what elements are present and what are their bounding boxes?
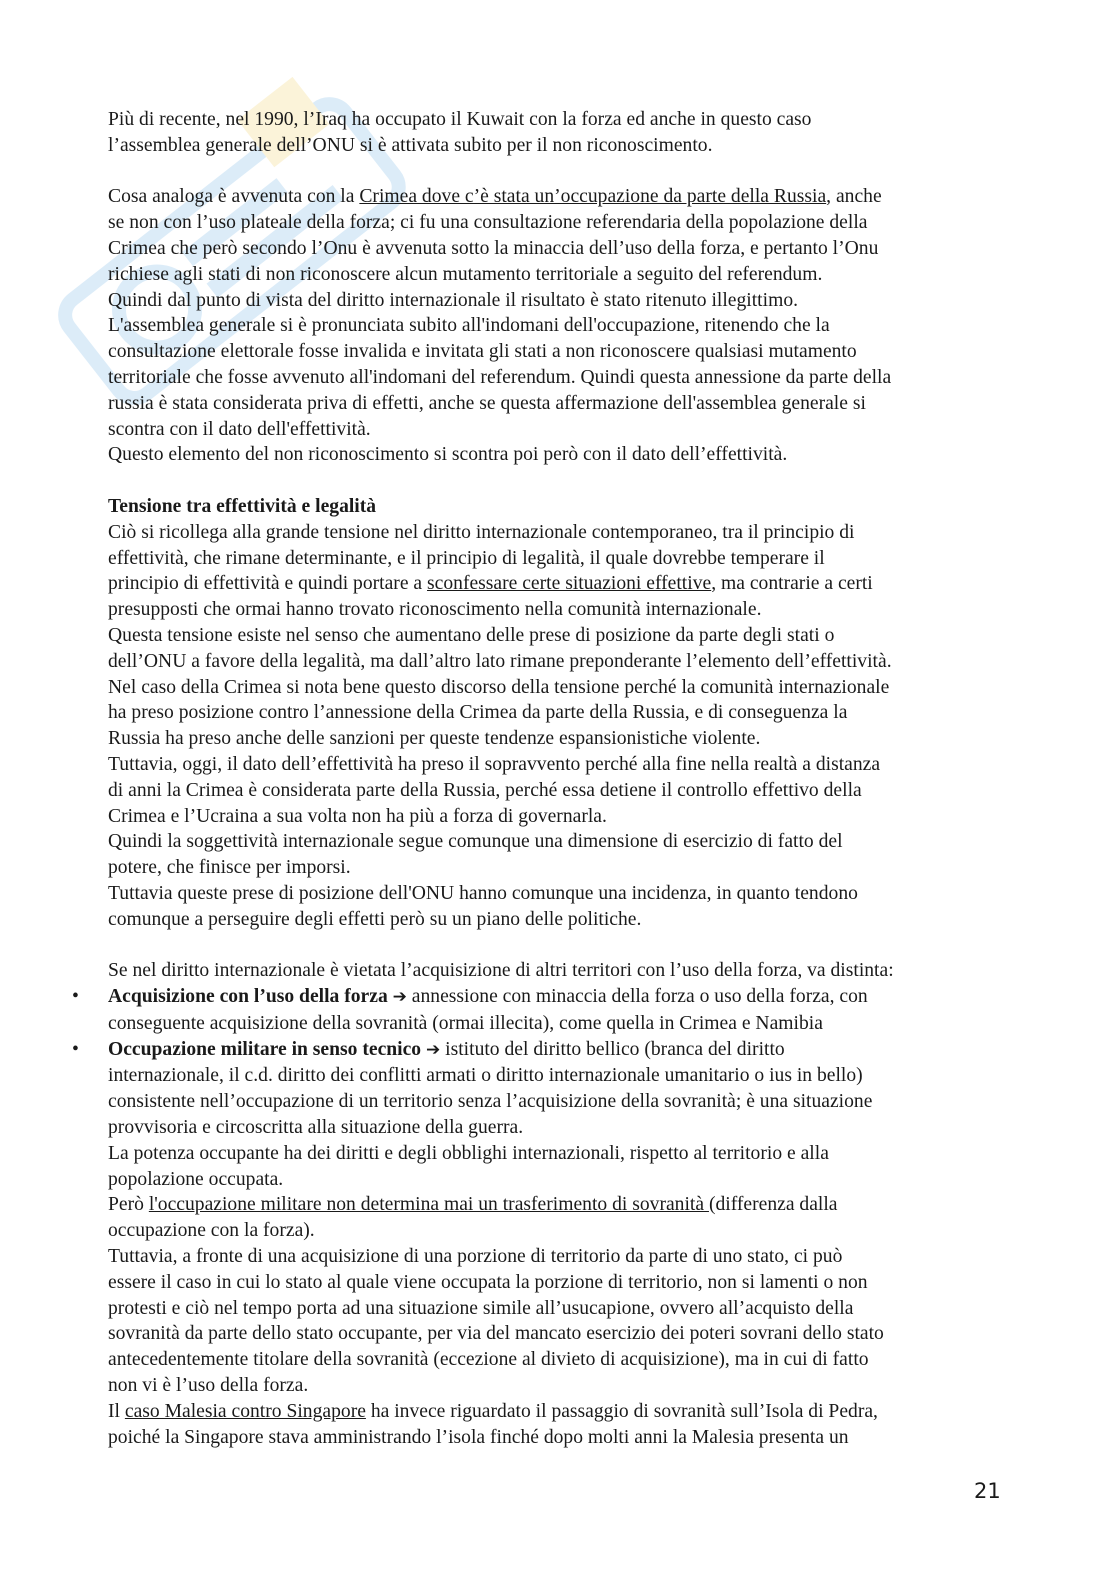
text-line: Russia ha preso anche delle sanzioni per queste tendenze espansionistiche violente.: [108, 728, 761, 750]
text-line: Tuttavia, oggi, il dato dell’effettività ha preso il sopravvento perché alla fine nella realtà a distanza: [108, 753, 881, 775]
text-line: Quindi la soggettività internazionale segue comunque una dimensione di esercizio di fatto del: [108, 831, 843, 853]
text-line: scontra con il dato dell'effettività.: [108, 418, 371, 440]
text-line: potere, che finisce per imporsi.: [108, 857, 351, 879]
bullet-icon: •: [72, 1038, 79, 1060]
document-body: [72, 107, 1008, 1450]
text-line: protesti e ciò nel tempo porta ad una situazione simile all’usucapione, ovvero all’acquisto della: [108, 1297, 854, 1319]
text-line: essere il caso in cui lo stato al quale viene occupata la porzione di territorio, non si lamenti o non: [108, 1271, 868, 1293]
text-line: richiese agli stati di non riconoscere alcun mutamento territoriale a seguito del referendum.: [108, 263, 823, 285]
text-line: internazionale, il c.d. diritto dei conflitti armati o diritto internazionale umanitario o ius in bello): [108, 1065, 863, 1087]
section-heading: Tensione tra effettività e legalità: [108, 495, 377, 517]
text-line: Crimea che però secondo l’Onu è avvenuta sotto la minaccia dell’uso della forza, e pertanto l’Onu: [108, 237, 879, 259]
underlined-phrase-crimea: Crimea dove c’è stata un’occupazione da parte della Russia: [359, 186, 827, 208]
text-line: conseguente acquisizione della sovranità (ormai illecita), come quella in Crimea e Namibia: [108, 1012, 823, 1034]
arrow-right-icon: ➔: [426, 1039, 441, 1060]
text-line: Più di recente, nel 1990, l’Iraq ha occupato il Kuwait con la forza ed anche in questo caso: [108, 109, 812, 130]
text-line: L'assemblea generale si è pronunciata subito all'indomani dell'occupazione, ritenendo che la: [108, 315, 830, 337]
text-line: La potenza occupante ha dei diritti e degli obblighi internazionali, rispetto al territorio e alla: [108, 1142, 829, 1164]
text-line: antecedentemente titolare della sovranità (eccezione al divieto di acquisizione), ma in cui di fatto: [108, 1349, 869, 1371]
text-line: Tuttavia, a fronte di una acquisizione di una porzione di territorio da parte di uno stato, ci può: [108, 1246, 843, 1268]
text-line: sovranità da parte dello stato occupante, per via del mancato esercizio dei poteri sovrani dello stato: [108, 1323, 884, 1345]
text-line: di anni la Crimea è considerata parte della Russia, perché essa detiene il controllo effettivo della: [108, 779, 862, 801]
text-line: l’assemblea generale dell’ONU si è attivata subito per il non riconoscimento.: [108, 134, 713, 156]
text-line: Se nel diritto internazionale è vietata l’acquisizione di altri territori con l’uso della forza, va distinta:: [108, 960, 894, 982]
text-line: presupposti che ormai hanno trovato riconoscimento nella comunità internazionale.: [108, 599, 762, 621]
text-line: provvisoria e circoscritta alla situazione della guerra.: [108, 1117, 524, 1139]
text-line: effettività, che rimane determinante, e il principio di legalità, il quale dovrebbe temperare il: [108, 547, 825, 569]
text-line: occupazione con la forza).: [108, 1220, 315, 1242]
text-line: consistente nell’occupazione di un territorio senza l’acquisizione della sovranità; è una situazione: [108, 1091, 873, 1113]
text-line: Però l'occupazione militare non determina mai un trasferimento di sovranità (differenza dalla: [108, 1194, 838, 1216]
text-line: dell’ONU a favore della legalità, ma dall’altro lato rimane preponderante l’elemento dell’effettività.: [108, 650, 892, 672]
text-line: poiché la Singapore stava amministrando l’isola finché dopo molti anni la Malesia presenta un: [108, 1426, 849, 1448]
underlined-phrase-case: caso Malesia contro Singapore: [124, 1400, 366, 1422]
text-line: Crimea e l’Ucraina a sua volta non ha più a forza di governarla.: [108, 805, 607, 827]
text-line: ha preso posizione contro l’annessione della Crimea da parte della Russia, e di conseguenza la: [108, 702, 848, 724]
underlined-phrase-occupazione: l'occupazione militare non determina mai un trasferimento di sovranità: [148, 1194, 709, 1216]
text-line: principio di effettività e quindi portare a sconfessare certe situazioni effettive, ma contrarie a certi: [108, 573, 873, 595]
bullet-item: • Acquisizione con l’uso della forza ➔ annessione con minaccia della forza o uso della forza, con: [108, 984, 1008, 1011]
bullet-icon: •: [72, 986, 79, 1008]
text-line: Quindi dal punto di vista del diritto internazionale il risultato è stato ritenuto illegittimo.: [108, 289, 799, 311]
page-number: 21: [974, 1479, 1001, 1503]
text-line: non vi è l’uso della forza.: [108, 1375, 309, 1397]
bullet-item: • Occupazione militare in senso tecnico ➔ istituto del diritto bellico (branca del diritto: [108, 1037, 1008, 1064]
text-line: russia è stata considerata priva di effetti, anche se questa affermazione dell'assemblea generale si: [108, 392, 866, 414]
text-line: Questa tensione esiste nel senso che aumentano delle prese di posizione da parte degli stati o: [108, 624, 835, 646]
text-line: Tuttavia queste prese di posizione dell'ONU hanno comunque una incidenza, in quanto tendono: [108, 882, 858, 904]
text-line: popolazione occupata.: [108, 1168, 284, 1190]
text-line: se non con l’uso plateale della forza; ci fu una consultazione referendaria della popolazione della: [108, 212, 868, 234]
arrow-right-icon: ➔: [392, 987, 407, 1008]
text-line: consultazione elettorale fosse invalida e invitata gli stati a non riconoscere qualsiasi mutamento: [108, 341, 857, 363]
text-line: territoriale che fosse avvenuto all'indomani del referendum. Quindi questa annessione da parte della: [108, 366, 892, 388]
text-line: Nel caso della Crimea si nota bene questo discorso della tensione perché la comunità internazionale: [108, 676, 890, 698]
text-line: Il caso Malesia contro Singapore ha invece riguardato il passaggio di sovranità sull’Isola di Pedra,: [108, 1400, 878, 1422]
text-line: Questo elemento del non riconoscimento si scontra poi però con il dato dell’effettività.: [108, 444, 788, 466]
text-line: comunque a perseguire degli effetti però su un piano delle politiche.: [108, 908, 642, 930]
text-line: Ciò si ricollega alla grande tensione nel diritto internazionale contemporaneo, tra il principio di: [108, 521, 855, 543]
text-line: Cosa analoga è avvenuta con la Crimea dove c’è stata un’occupazione da parte della Russia, anche: [108, 186, 882, 208]
underlined-phrase-sconfessare: sconfessare certe situazioni effettive: [427, 573, 712, 595]
